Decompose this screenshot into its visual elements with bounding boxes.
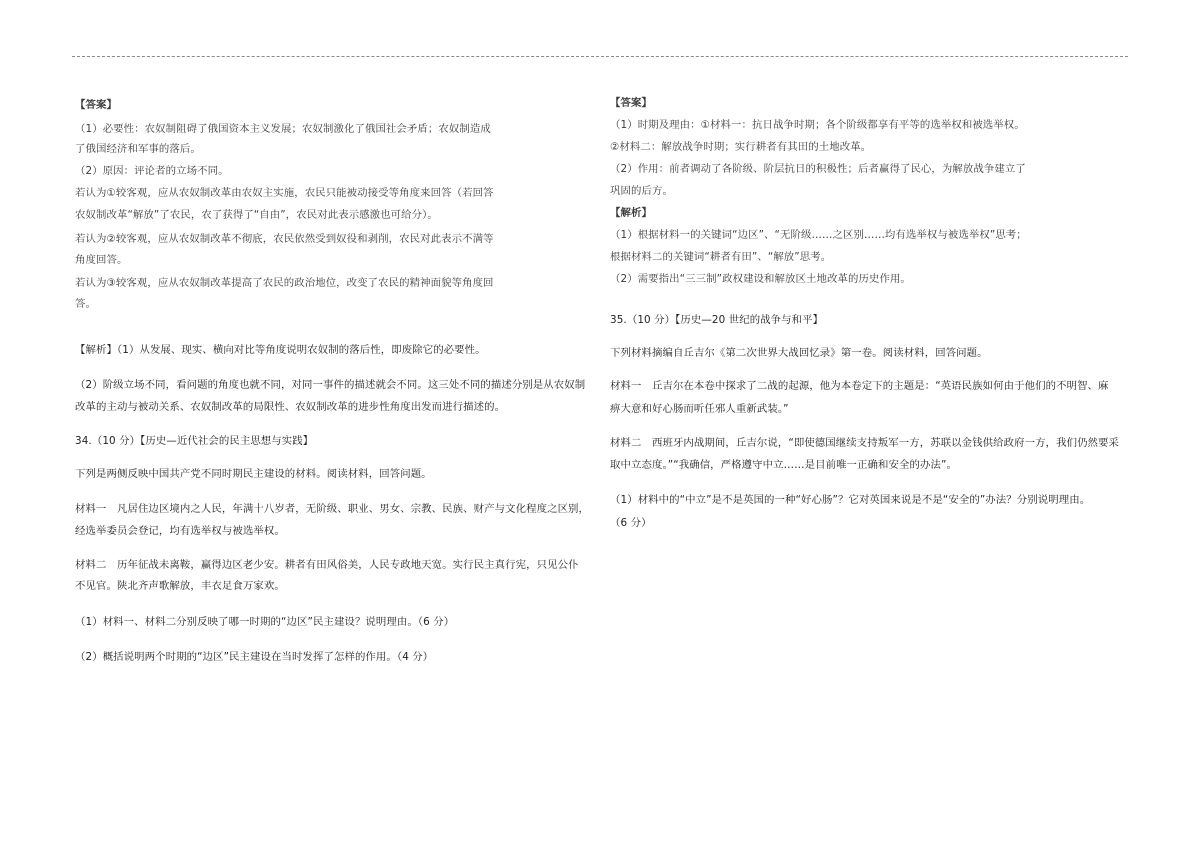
question-intro: 下列是两侧反映中国共产党不同时期民主建设的材料。阅读材料，回答问题。: [75, 468, 432, 480]
answer-line: 答。: [75, 298, 96, 310]
answer-line: 若认为②较客观，应从农奴制改革不彻底，农民依然受到奴役和剥削，农民对此表示不满等: [75, 233, 494, 245]
material-line: 材料二 西班牙内战期间，丘吉尔说，“即使德国继续支持叛军一方，苏联以金钱供给政府一方，我们仍然要采: [610, 437, 1120, 449]
answer-line: （2）作用：前者调动了各阶级、阶层抗日的积极性；后者赢得了民心，为解放战争建立了: [610, 163, 1026, 175]
answer-line: （1）必要性：农奴制阻碍了俄国资本主义发展；农奴制激化了俄国社会矛盾；农奴制造成: [75, 123, 491, 135]
answer-line: 了俄国经济和军事的落后。: [75, 143, 201, 155]
material-line: 不见官。陕北齐声歌解放，丰衣足食万家欢。: [75, 580, 285, 592]
answer-heading: 【答案】: [610, 97, 652, 109]
analysis-line: 改革的主动与被动关系、农奴制改革的局限性、农奴制改革的进步性角度出发而进行描述的。: [75, 401, 506, 413]
material-line: 材料二 历年征战未离鞍，赢得边区老少安。耕者有田风俗美，人民专政地天宽。实行民主真行宪，只见公仆: [75, 559, 579, 571]
sub-question: （1）材料一、材料二分别反映了哪一时期的“边区”民主建设？说明理由。（6 分）: [75, 616, 455, 628]
sub-question: （6 分）: [610, 517, 652, 529]
material-line: 材料一 凡居住边区境内之人民，年满十八岁者，无阶级、职业、男女、宗教、民族、财产与文化程度之区别，: [75, 503, 590, 515]
question-title: 34.（10 分）【历史—近代社会的民主思想与实践】: [75, 435, 314, 447]
material-line: 经选举委员会登记，均有选举权与被选举权。: [75, 525, 285, 537]
material-line: 取中立态度。”“我确信，严格遵守中立……是目前唯一正确和安全的办法”。: [610, 459, 957, 471]
answer-line: 若认为③较客观，应从农奴制改革提高了农民的政治地位，改变了农民的精神面貌等角度回: [75, 277, 494, 289]
answer-line: （2）原因：评论者的立场不同。: [75, 165, 229, 177]
answer-heading: 【答案】: [75, 99, 117, 111]
analysis-line: （2）阶级立场不同，看问题的角度也就不同，对同一事件的描述就会不同。这三处不同的描述分别是从农奴制: [75, 379, 586, 391]
material-line: 材料一 丘吉尔在本卷中探求了二战的起源，他为本卷定下的主题是：“英语民族如何由于他们的不明智、麻: [610, 380, 1109, 392]
question-intro: 下列材料摘编自丘吉尔《第二次世界大战回忆录》第一卷。阅读材料，回答问题。: [610, 347, 988, 359]
header-dashed-rule: [72, 56, 1128, 57]
material-line: 痹大意和好心肠而听任邪人重新武装。”: [610, 403, 789, 415]
analysis-line: （1）根据材料一的关键词“边区”、“无阶级……之区别……均有选举权与被选举权”思考；: [610, 229, 1027, 241]
analysis-line: （2）需要指出“三三制”政权建设和解放区土地改革的历史作用。: [610, 273, 911, 285]
analysis-line: 根据材料二的关键词“耕者有田”、“解放”思考。: [610, 251, 832, 263]
answer-line: ②材料二：解放战争时期；实行耕者有其田的土地改革。: [610, 141, 872, 153]
analysis-heading: 【解析】: [610, 207, 652, 219]
sub-question: （2）概括说明两个时期的“边区”民主建设在当时发挥了怎样的作用。（4 分）: [75, 651, 434, 663]
analysis-line: 【解析】（1）从发展、现实、横向对比等角度说明农奴制的落后性，即废除它的必要性。: [75, 344, 486, 356]
answer-line: 巩固的后方。: [610, 185, 673, 197]
answer-line: 角度回答。: [75, 254, 128, 266]
answer-line: （1）时期及理由：①材料一：抗日战争时期；各个阶级都享有平等的选举权和被选举权。: [610, 119, 1025, 131]
question-title: 35.（10 分）【历史—20 世纪的战争与和平】: [610, 314, 824, 326]
answer-line: 农奴制改革“解放”了农民，农了获得了“自由”，农民对此表示感激也可给分）。: [75, 209, 438, 221]
sub-question: （1）材料中的“中立”是不是英国的一种“好心肠”？它对英国来说是不是“安全的”办法？分别说明理由。: [610, 494, 1091, 506]
answer-line: 若认为①较客观，应从农奴制改革由农奴主实施，农民只能被动接受等角度来回答（若回答: [75, 187, 494, 199]
